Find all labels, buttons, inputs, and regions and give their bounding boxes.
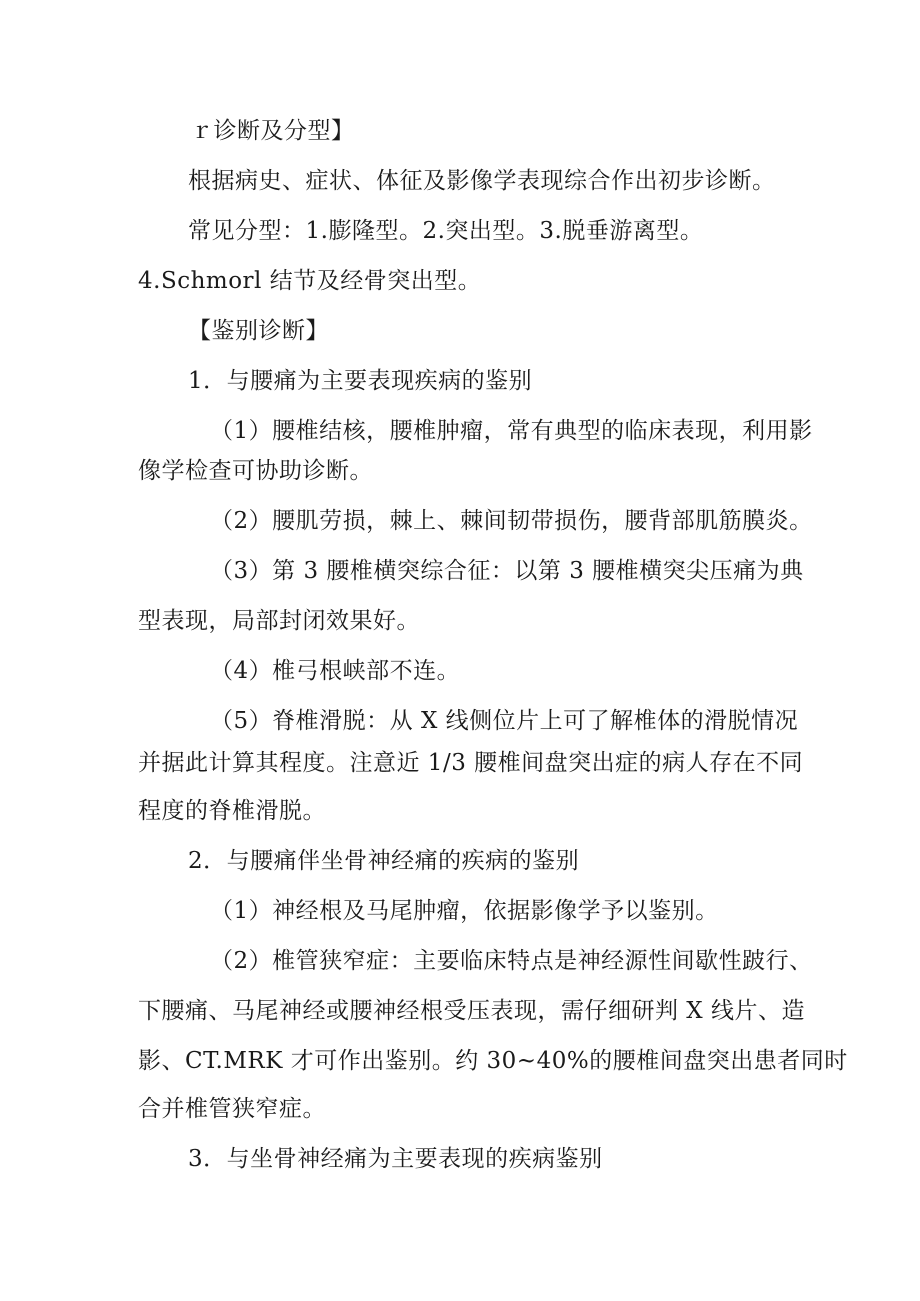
paragraph-line: 影、CT.MRK 才可作出鉴别。约 30~40%的腰椎间盘突出患者同时 — [138, 1048, 848, 1074]
section-heading-2: 2．与腰痛伴坐骨神经痛的疾病的鉴别 — [188, 848, 580, 874]
paragraph-line: 像学检查可协助诊断。 — [138, 458, 373, 484]
list-item: （1）神经根及马尾肿瘤，依据影像学予以鉴别。 — [210, 898, 719, 924]
heading-differential-diagnosis: 【鉴别诊断】 — [188, 318, 329, 344]
section-heading-3: 3．与坐骨神经痛为主要表现的疾病鉴别 — [188, 1146, 603, 1172]
paragraph-line: 型表现，局部封闭效果好。 — [138, 608, 420, 634]
list-item: （4）椎弓根峡部不连。 — [210, 658, 461, 684]
paragraph-line: 合并椎管狭窄症。 — [138, 1096, 326, 1122]
heading-diagnosis-classification: ｒ诊断及分型】 — [190, 118, 355, 144]
list-item: （2）腰肌劳损，棘上、棘间韧带损伤，腰背部肌筋膜炎。 — [210, 508, 813, 534]
list-item: （2）椎管狭窄症：主要临床特点是神经源性间歇性跛行、 — [210, 948, 813, 974]
paragraph-line: 下腰痛、马尾神经或腰神经根受压表现，需仔细研判 X 线片、造 — [138, 998, 805, 1024]
paragraph-line: 根据病史、症状、体征及影像学表现综合作出初步诊断。 — [188, 168, 776, 194]
list-item: （5）脊椎滑脱：从 X 线侧位片上可了解椎体的滑脱情况 — [210, 708, 799, 734]
section-heading-1: 1．与腰痛为主要表现疾病的鉴别 — [188, 368, 533, 394]
list-item: （3）第 3 腰椎横突综合征：以第 3 腰椎横突尖压痛为典 — [210, 558, 804, 584]
paragraph-line: 程度的脊椎滑脱。 — [138, 798, 326, 824]
paragraph-line: 4.Schmorl 结节及经骨突出型。 — [138, 268, 482, 294]
paragraph-line: 并据此计算其程度。注意近 1/3 腰椎间盘突出症的病人存在不同 — [138, 750, 804, 776]
paragraph-line: 常见分型：1.膨隆型。2.突出型。3.脱垂游离型。 — [188, 218, 704, 244]
list-item: （1）腰椎结核，腰椎肿瘤，常有典型的临床表现，利用影 — [210, 418, 813, 444]
